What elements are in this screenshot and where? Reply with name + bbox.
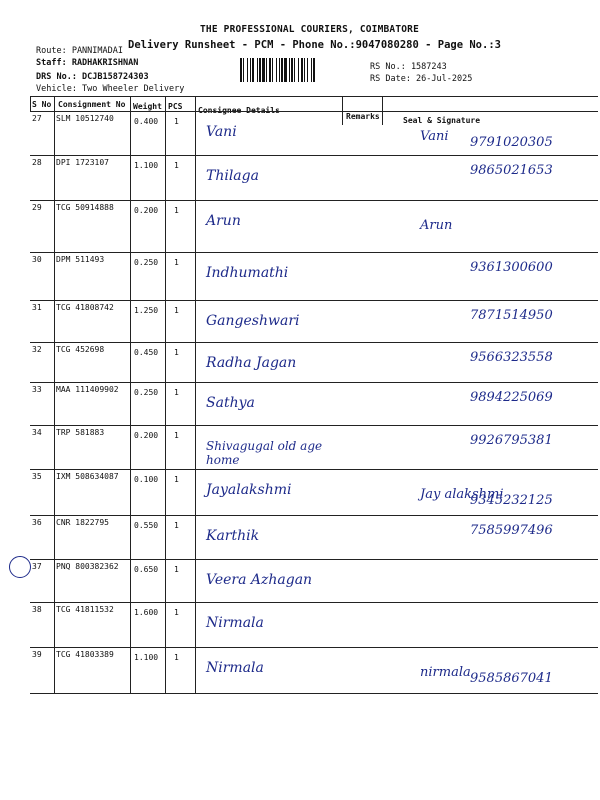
vehicle-label: Vehicle: Two Wheeler Delivery — [36, 84, 185, 94]
row-divider — [30, 647, 598, 648]
runsheet-subtitle: Delivery Runsheet - PCM - Phone No.:9047080280 - Page No.:3 — [128, 39, 501, 51]
col-weight: Weight — [133, 102, 162, 111]
consignee-name: Veera Azhagan — [206, 572, 313, 588]
receiver-phone: 7871514950 — [470, 308, 553, 323]
serial-number: 34 — [32, 428, 42, 437]
receiver-phone: 9926795381 — [470, 433, 553, 448]
row-divider — [30, 300, 598, 301]
pieces-count: 1 — [174, 348, 179, 357]
serial-number: 38 — [32, 605, 42, 614]
receiver-phone: 9791020305 — [470, 135, 553, 150]
serial-number: 30 — [32, 255, 42, 264]
weight-value: 0.200 — [134, 206, 159, 215]
consignment-number: TCG 50914888 — [56, 203, 114, 212]
consignment-number: IXM 508634087 — [56, 472, 119, 481]
signature-name: Arun — [420, 218, 453, 233]
consignment-number: DPI 1723107 — [56, 158, 109, 167]
col-pcs: PCS — [168, 102, 183, 111]
staff-label: Staff: RADHAKRISHNAN — [36, 58, 139, 68]
barcode — [240, 58, 362, 82]
pieces-count: 1 — [174, 161, 179, 170]
weight-value: 0.250 — [134, 258, 159, 267]
drs-label: DRS No.: DCJB158724303 — [36, 72, 149, 82]
col-remarks: Remarks — [346, 112, 380, 121]
receiver-phone: 7585997496 — [470, 523, 553, 538]
circle-mark — [9, 556, 31, 578]
signature-name: Vani — [420, 129, 449, 144]
receiver-phone: 9585867041 — [470, 671, 553, 686]
col-consignment: Consignment No — [58, 100, 126, 109]
weight-value: 0.400 — [134, 117, 159, 126]
serial-number: 36 — [32, 518, 42, 527]
row-divider — [30, 342, 598, 343]
consignee-name: Nirmala — [206, 660, 264, 676]
pieces-count: 1 — [174, 431, 179, 440]
receiver-phone: 9345232125 — [470, 493, 553, 508]
column-divider — [30, 97, 31, 111]
row-divider — [30, 602, 598, 603]
serial-number: 31 — [32, 303, 42, 312]
consignment-number: TCG 41811532 — [56, 605, 114, 614]
weight-value: 0.650 — [134, 565, 159, 574]
weight-value: 0.100 — [134, 475, 159, 484]
row-divider — [30, 382, 598, 383]
row-divider — [30, 559, 598, 560]
row-divider — [30, 693, 598, 694]
weight-value: 0.250 — [134, 388, 159, 397]
consignment-number: DPM 511493 — [56, 255, 105, 264]
serial-number: 35 — [32, 472, 42, 481]
consignee-name: Gangeshwari — [206, 313, 300, 329]
rs-number: RS No.: 1587243 — [370, 62, 447, 72]
receiver-phone: 9566323558 — [470, 350, 553, 365]
receiver-phone: 9361300600 — [470, 260, 553, 275]
receiver-phone: 9894225069 — [470, 390, 553, 405]
weight-value: 0.450 — [134, 348, 159, 357]
signature-name: Jay alakshmi — [420, 487, 504, 502]
serial-number: 27 — [32, 114, 42, 123]
consignment-number: TCG 41803389 — [56, 650, 114, 659]
consignee-name: Sathya — [206, 395, 255, 411]
pieces-count: 1 — [174, 206, 179, 215]
pieces-count: 1 — [174, 608, 179, 617]
consignee-name: Thilaga — [206, 168, 259, 184]
consignee-name: Vani — [206, 124, 237, 140]
receiver-phone: 9865021653 — [470, 163, 553, 178]
runsheet-table — [30, 96, 598, 693]
row-divider — [30, 200, 598, 201]
row-divider — [30, 425, 598, 426]
row-divider — [30, 515, 598, 516]
pieces-count: 1 — [174, 475, 179, 484]
serial-number: 33 — [32, 385, 42, 394]
serial-number: 32 — [32, 345, 42, 354]
pieces-count: 1 — [174, 306, 179, 315]
weight-value: 1.600 — [134, 608, 159, 617]
consignment-number: SLM 10512740 — [56, 114, 114, 123]
column-divider — [165, 97, 166, 693]
serial-number: 39 — [32, 650, 42, 659]
consignment-number: TCG 452698 — [56, 345, 105, 354]
row-divider — [30, 155, 598, 156]
row-divider — [30, 252, 598, 253]
consignment-number: CNR 1822795 — [56, 518, 109, 527]
consignee-name: Arun — [206, 213, 241, 229]
consignee-name: Shivagugal old age home — [206, 439, 323, 467]
pieces-count: 1 — [174, 388, 179, 397]
pieces-count: 1 — [174, 521, 179, 530]
consignment-number: TRP 581883 — [56, 428, 105, 437]
serial-number: 28 — [32, 158, 42, 167]
column-divider — [195, 97, 196, 693]
serial-number: 37 — [32, 562, 42, 571]
consignment-number: MAA 111409902 — [56, 385, 119, 394]
company-title: THE PROFESSIONAL COURIERS, COIMBATORE — [200, 24, 420, 35]
column-divider — [130, 97, 131, 693]
pieces-count: 1 — [174, 653, 179, 662]
consignment-number: PNQ 800382362 — [56, 562, 119, 571]
col-sno: S No — [32, 100, 52, 109]
weight-value: 1.250 — [134, 306, 159, 315]
consignee-name: Nirmala — [206, 615, 264, 631]
consignee-name: Radha Jagan — [206, 355, 297, 371]
weight-value: 1.100 — [134, 653, 159, 662]
weight-value: 0.550 — [134, 521, 159, 530]
weight-value: 1.100 — [134, 161, 159, 170]
consignment-number: TCG 41808742 — [56, 303, 114, 312]
signature-name: nirmala — [420, 665, 471, 680]
consignee-name: Jayalakshmi — [206, 482, 292, 498]
header-divider — [30, 111, 598, 112]
pieces-count: 1 — [174, 258, 179, 267]
serial-number: 29 — [32, 203, 42, 212]
column-divider — [54, 97, 55, 693]
consignee-name: Indhumathi — [206, 265, 289, 281]
pieces-count: 1 — [174, 565, 179, 574]
rs-date: RS Date: 26-Jul-2025 — [370, 74, 473, 84]
row-divider — [30, 469, 598, 470]
consignee-name: Karthik — [206, 528, 260, 544]
weight-value: 0.200 — [134, 431, 159, 440]
pieces-count: 1 — [174, 117, 179, 126]
route-label: Route: PANNIMADAI — [36, 46, 123, 56]
col-seal: Seal & Signature — [403, 116, 481, 125]
